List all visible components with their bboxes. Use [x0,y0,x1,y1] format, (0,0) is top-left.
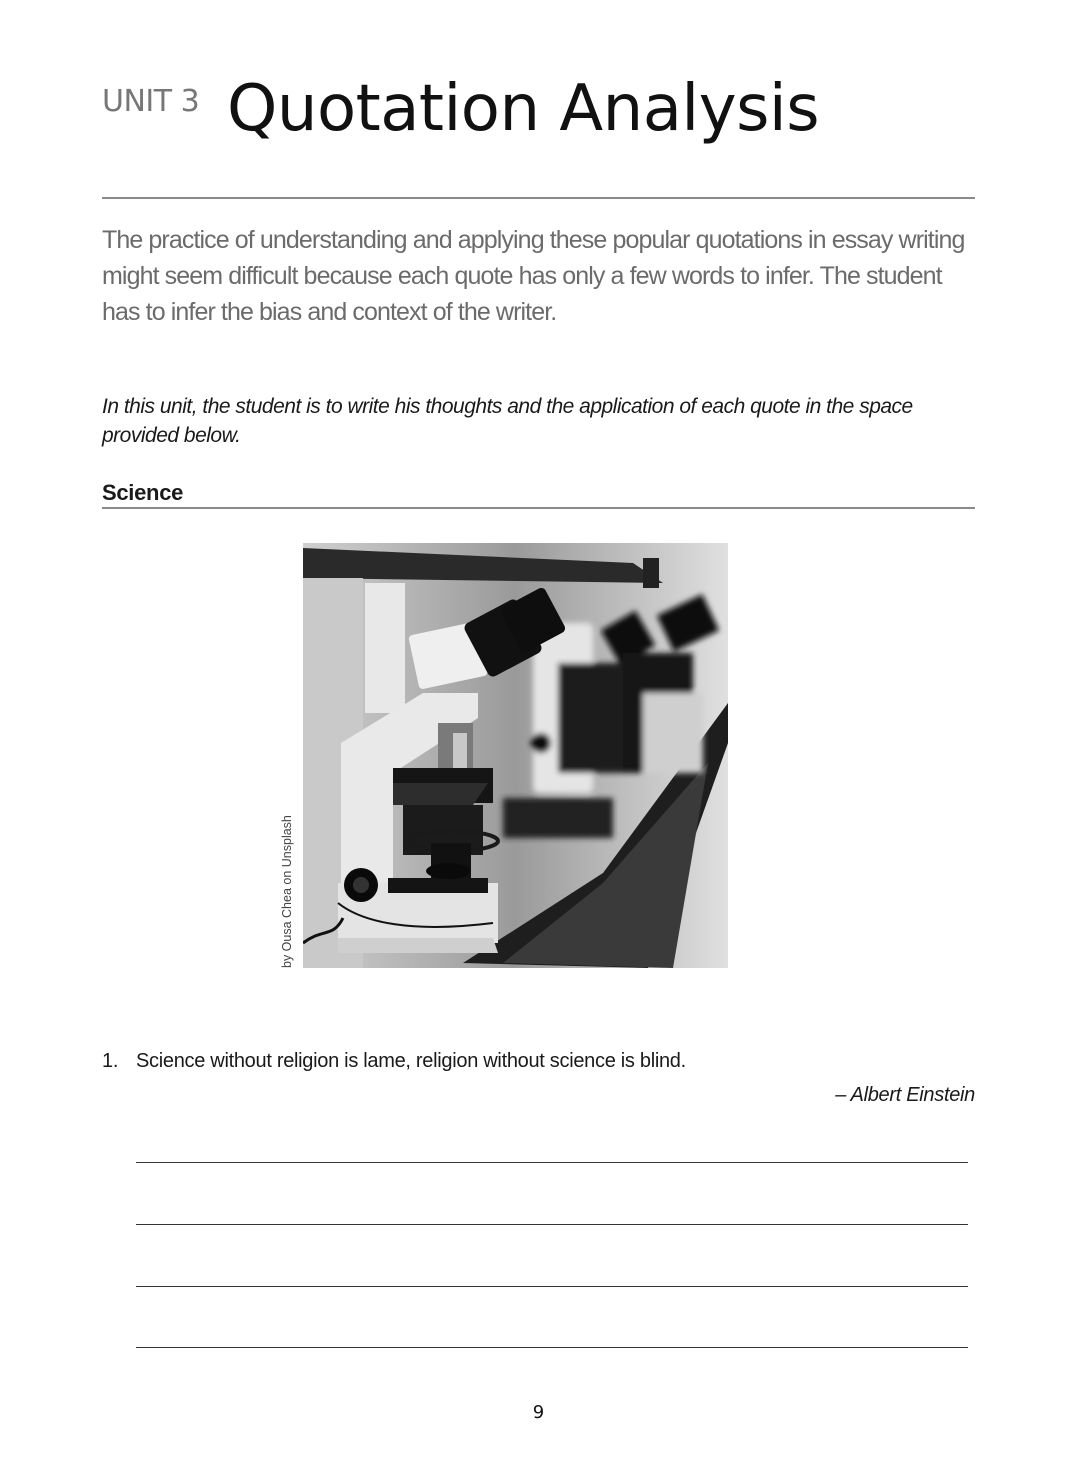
microscope-image-icon [303,543,728,968]
unit-label: UNIT 3 [102,84,200,119]
page-number: 9 [532,1402,545,1423]
photo-credit: by Ousa Chea on Unsplash [280,815,294,968]
microscopes-photo [303,543,728,968]
answer-line-1[interactable] [136,1162,968,1163]
quote-attribution: – Albert Einstein [835,1084,975,1106]
instruction-text: In this unit, the student is to write his thoughts and the application of each quote in the space provided below. [102,395,913,447]
quote-text: Science without religion is lame, religion without science is blind. [136,1050,686,1072]
title-divider [102,197,975,199]
section-title: Science [102,480,184,505]
quote-item [102,1050,686,1073]
section-divider [102,507,975,509]
answer-line-3[interactable] [136,1286,968,1287]
answer-line-2[interactable] [136,1224,968,1225]
quote-number: 1. [102,1050,119,1072]
page-title: Quotation Analysis [227,72,820,146]
answer-line-4[interactable] [136,1347,968,1348]
intro-paragraph: The practice of understanding and applying these popular quotations in essay writing might seem difficult because each quote has only a few words to infer. The student has to infer the bias and context of the writer. [102,226,965,326]
